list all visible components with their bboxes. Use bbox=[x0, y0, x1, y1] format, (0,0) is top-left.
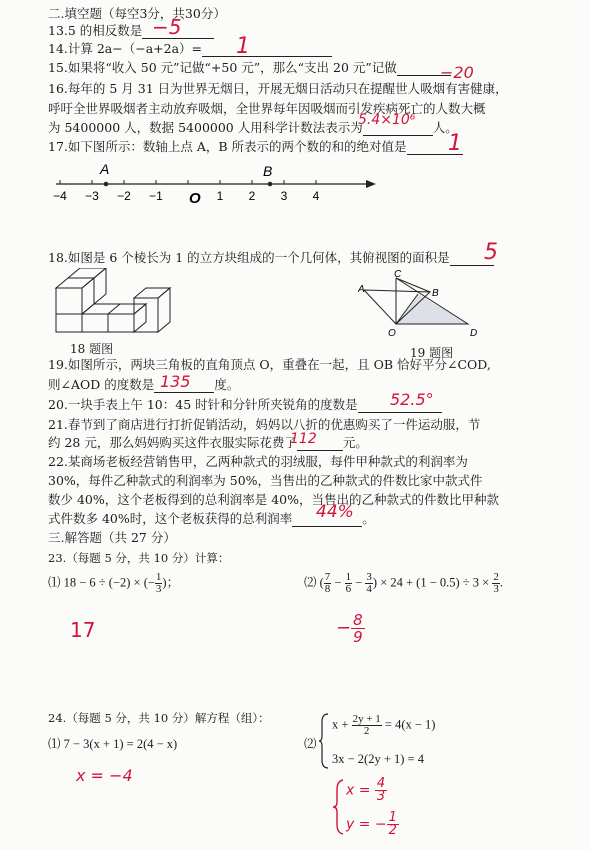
question-21-line-2 bbox=[48, 435, 368, 451]
question-15 bbox=[48, 60, 451, 76]
frac-den: 4 bbox=[366, 583, 372, 595]
question-24-equation-2: 3x − 2(2y + 1) = 4 bbox=[332, 752, 424, 766]
answer-y-label: y = − bbox=[346, 816, 387, 833]
question-14 bbox=[48, 41, 332, 57]
answer-num: 1 bbox=[388, 810, 397, 825]
tick-label: 4 bbox=[312, 189, 320, 203]
number-line-arrow bbox=[366, 180, 376, 188]
handwritten-answer-19: 135 bbox=[160, 372, 191, 391]
question-16-text: 为 5400000 人，数据 5400000 人用科学计数法表示为 bbox=[48, 120, 363, 135]
question-22-line-3: 数少 40%，这个老板得到的总利润率是 40%，当售出的乙种款式的件数比甲种款 bbox=[48, 492, 500, 507]
answer-den: 3 bbox=[376, 789, 386, 804]
figure-19-caption: 19 题图 bbox=[410, 346, 454, 360]
question-21-line-1: 21.春节到了商店进行打折促销活动，妈妈以八折的优惠购买了一件运动服，节 bbox=[48, 417, 481, 432]
number-line-figure bbox=[48, 160, 378, 210]
answer-x-label: x = bbox=[346, 782, 371, 799]
system-brace-icon bbox=[318, 712, 330, 770]
figure-18-caption: 18 题图 bbox=[70, 342, 114, 356]
frac-den: 8 bbox=[324, 583, 331, 595]
question-13 bbox=[48, 23, 214, 39]
answer-y-fraction bbox=[387, 812, 399, 837]
answer-sign: − bbox=[336, 617, 352, 639]
tick-label: 1 bbox=[216, 189, 224, 203]
figure-18-cubes bbox=[48, 268, 178, 336]
tick-label: 2 bbox=[248, 189, 256, 203]
answer-den: 2 bbox=[388, 823, 397, 838]
frac-num: 3 bbox=[366, 571, 372, 583]
answer-den: 9 bbox=[353, 628, 363, 646]
point-a-dot bbox=[104, 182, 109, 187]
handwritten-answer-24-2-x bbox=[346, 778, 387, 803]
handwritten-answer-17: 1 bbox=[448, 131, 462, 156]
question-22-end: 。 bbox=[362, 511, 375, 526]
q23-2-frac-1 bbox=[324, 572, 332, 595]
question-23-part-2: ⑵ ( $\frac{7}{8}$ − $\frac{1}{6}$ − $\frac{3}{4}$ ) × 24 + (1 − 0.5) ÷ 3 × $\frac{2}{3}$ . bbox=[304, 571, 503, 595]
fig19-label-d: D bbox=[470, 328, 478, 339]
question-22-line-2: 30%，每件乙种款式的利润率为 50%，当售出的乙种款式的件数比家中款式件 bbox=[48, 473, 483, 488]
frac-den: 3 bbox=[493, 583, 499, 595]
question-20 bbox=[48, 397, 442, 413]
question-19-line-1: 19.如图所示，两块三角板的直角顶点 O，重叠在一起，且 OB 恰好平分∠COD, bbox=[48, 357, 491, 372]
q23-2-middle: ) × 24 + (1 − 0.5) ÷ 3 × bbox=[372, 575, 490, 590]
question-23-header: 23.（每题 5 分，共 10 分）计算： bbox=[48, 551, 230, 565]
question-16-line-1: 16.每年的 5 月 31 日为世界无烟日，开展无烟日活动只在提醒世人吸烟有害健康， bbox=[48, 81, 508, 96]
question-24-part-2-label: ⑵ bbox=[304, 737, 317, 751]
question-17 bbox=[48, 139, 463, 155]
question-24-part-1: ⑴ 7 − 3(x + 1) = 2(4 − x) bbox=[48, 737, 178, 751]
frac-num: 7 bbox=[324, 571, 331, 583]
answer-blank-14 bbox=[202, 42, 332, 57]
figure-19-triangles bbox=[358, 268, 488, 344]
question-22-line-1: 22.某商场老板经营销售甲，乙两种款式的羽绒服，每件甲种款式的利润率为 bbox=[48, 454, 468, 469]
frac-den: 6 bbox=[345, 583, 352, 595]
question-19-line-2 bbox=[48, 377, 239, 393]
section-title-solve: 三.解答题（共 27 分） bbox=[48, 530, 176, 545]
fig19-label-a: A bbox=[358, 284, 365, 295]
question-22-text: 式件数多 40%时，这个老板获得的总利润率 bbox=[48, 511, 293, 526]
answer-num: 8 bbox=[353, 611, 363, 629]
question-15-text: 15.如果将“收入 50 元”记做“+50 元”，那么“支出 20 元”记做 bbox=[48, 60, 397, 75]
handwritten-answer-13: −5 bbox=[152, 15, 182, 39]
question-20-text: 20.一块手表上午 10：45 时针和分针所夹锐角的度数是 bbox=[48, 397, 358, 412]
section-title-fill-blank: 二.填空题（每空3分，共30分） bbox=[48, 6, 226, 21]
point-b-label: B bbox=[263, 163, 273, 179]
question-13-text: 13.5 的相反数是 bbox=[48, 23, 143, 38]
origin-label: O bbox=[189, 190, 201, 207]
q23-2-frac-3 bbox=[365, 572, 373, 595]
handwritten-answer-14: 1 bbox=[236, 34, 250, 59]
question-18 bbox=[48, 250, 494, 266]
frac-den: 2 bbox=[363, 725, 370, 737]
question-16-unit: 人。 bbox=[432, 120, 458, 135]
point-a-label: A bbox=[100, 161, 110, 177]
answer-x-fraction bbox=[375, 778, 387, 803]
handwritten-answer-23-1: 17 bbox=[70, 618, 96, 642]
frac-num: 1 bbox=[345, 571, 352, 583]
frac-num: 2y + 1 bbox=[352, 713, 381, 725]
fig19-label-o: O bbox=[388, 328, 396, 339]
eq1-start: x + bbox=[332, 717, 349, 732]
question-16-line-2: 呼吁全世界吸烟者主动放弃吸烟，全世界每年因吸烟而引发疾病死亡的人数大概 bbox=[48, 101, 486, 116]
answer-fraction bbox=[351, 612, 365, 645]
eq1-fraction bbox=[352, 714, 382, 737]
q23-1-end: )； bbox=[162, 575, 180, 590]
handwritten-answer-22: 44% bbox=[316, 502, 354, 522]
question-17-text: 17.如下图所示：数轴上点 A，B 所表示的两个数的和的绝对值是 bbox=[48, 139, 407, 154]
tick-label: 3 bbox=[280, 189, 288, 203]
handwritten-answer-21: 112 bbox=[290, 431, 317, 447]
question-21-unit: 元。 bbox=[342, 435, 368, 450]
fig19-label-b: B bbox=[432, 288, 439, 299]
question-19-text: 则∠AOD 的度数是 bbox=[48, 377, 155, 392]
q23-2-end: . bbox=[499, 575, 503, 590]
handwritten-answer-18: 5 bbox=[484, 240, 498, 265]
frac-num: 2 bbox=[493, 571, 499, 583]
point-b-dot bbox=[268, 182, 273, 187]
tick-label: −3 bbox=[85, 189, 99, 203]
tick-label: −1 bbox=[149, 189, 163, 203]
question-14-text: 14.计算 2a−（−a+2a）= bbox=[48, 41, 203, 56]
question-19-unit: 度。 bbox=[214, 377, 240, 392]
tick-label: −2 bbox=[117, 189, 131, 203]
q23-2-frac-2 bbox=[345, 572, 353, 595]
question-21-text: 约 28 元，那么妈妈购买这件衣服实际花费了 bbox=[48, 435, 297, 450]
question-24-header: 24.（每题 5 分，共 10 分）解方程（组）： bbox=[48, 711, 270, 725]
q23-2-open: ⑵ ( bbox=[304, 575, 324, 590]
handwritten-answer-24-2-y bbox=[346, 812, 399, 837]
answer-num: 4 bbox=[376, 776, 386, 791]
question-18-text: 18.如图是 6 个棱长为 1 的立方块组成的一个几何体，其俯视图的面积是 bbox=[48, 250, 450, 265]
handwritten-answer-16: 5.4×10⁶ bbox=[358, 112, 416, 128]
question-24-equation-1 bbox=[332, 714, 435, 737]
handwritten-brace-icon bbox=[332, 778, 346, 836]
frac-num: 1 bbox=[155, 571, 162, 583]
handwritten-answer-23-2 bbox=[336, 612, 365, 645]
handwritten-answer-24-1: x = −4 bbox=[76, 766, 133, 785]
tick-label: −4 bbox=[53, 189, 67, 203]
handwritten-answer-15: −20 bbox=[440, 63, 474, 82]
handwritten-answer-20: 52.5° bbox=[390, 390, 434, 409]
eq1-end: = 4(x − 1) bbox=[384, 717, 436, 732]
question-23-part-1 bbox=[48, 572, 179, 595]
frac-den: 3 bbox=[155, 583, 162, 595]
q23-1-expression: ⑴ 18 − 6 ÷ (−2) × (− bbox=[48, 575, 155, 590]
fig19-label-c: C bbox=[394, 269, 402, 280]
q23-2-frac-4 bbox=[492, 572, 500, 595]
